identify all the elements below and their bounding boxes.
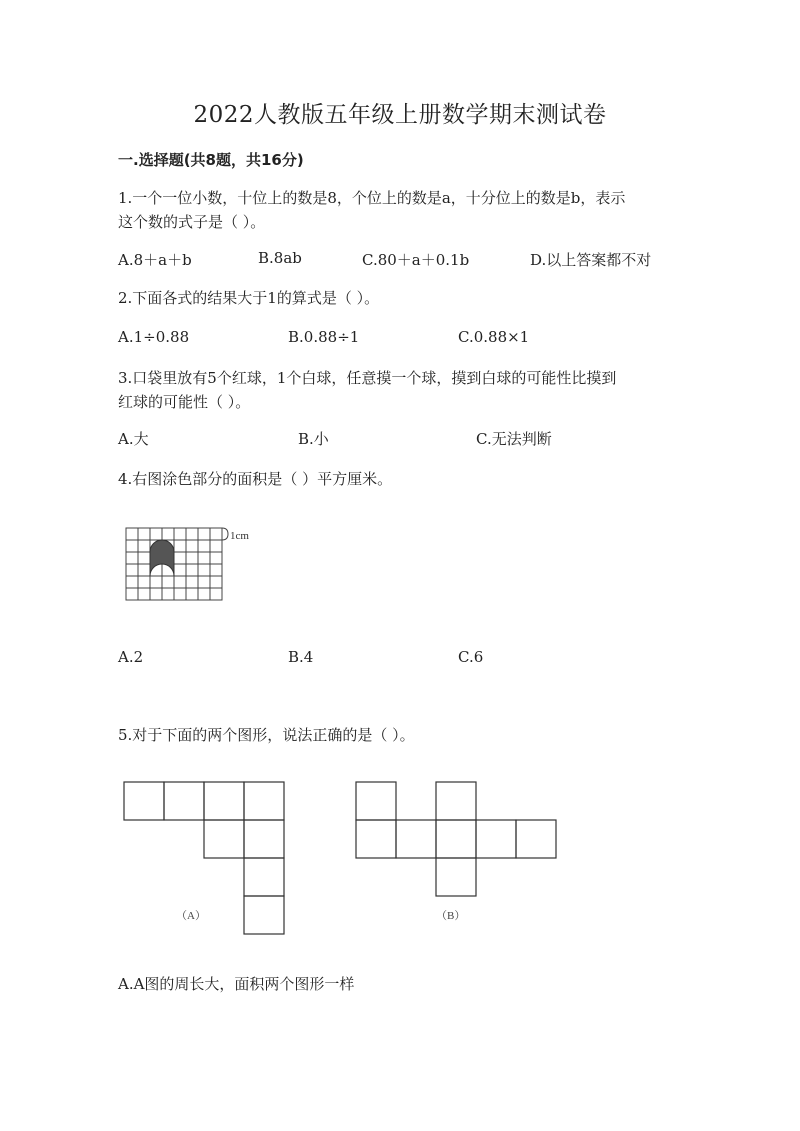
question-1-stem-line1: 1.一个一位小数，十位上的数是8，个位上的数是a，十分位上的数是b，表示	[118, 189, 626, 207]
unit-brace	[222, 528, 228, 540]
question-1-option-a: A.8＋a＋b	[118, 251, 192, 269]
shapes-figure	[118, 774, 568, 938]
question-4-option-b: B.4	[288, 648, 314, 666]
question-1-option-d: D.以上答案都不对	[530, 251, 652, 269]
question-2-option-c: C.0.88×1	[458, 328, 530, 346]
question-2-stem: 2.下面各式的结果大于1的算式是（ ）。	[118, 289, 380, 307]
question-2-option-a: A.1÷0.88	[118, 328, 190, 346]
question-1-stem-line2: 这个数的式子是（ ）。	[118, 213, 266, 231]
question-4-option-c: C.6	[458, 648, 484, 666]
question-5-stem: 5.对于下面的两个图形，说法正确的是（ ）。	[118, 726, 415, 744]
question-3-option-b: B.小	[298, 430, 329, 448]
question-3-stem-line1: 3.口袋里放有5个红球，1个白球，任意摸一个球，摸到白球的可能性比摸到	[118, 369, 617, 387]
figure-b-label: （B）	[436, 910, 466, 922]
question-3-option-a: A.大	[118, 430, 149, 448]
figure-b	[356, 782, 556, 896]
question-4-stem: 4.右图涂色部分的面积是（ ）平方厘米。	[118, 470, 393, 488]
question-2-option-b: B.0.88÷1	[288, 328, 360, 346]
section-heading: 一.选择题(共8题，共16分)	[118, 151, 304, 169]
grid-figure	[118, 522, 278, 612]
question-3-option-c: C.无法判断	[476, 430, 552, 448]
question-5-option-a: A.A图的周长大，面积两个图形一样	[118, 975, 355, 993]
question-1-option-c: C.80＋a＋0.1b	[362, 251, 470, 269]
unit-label: 1cm	[230, 530, 249, 542]
question-3-stem-line2: 红球的可能性（ ）。	[118, 393, 251, 411]
question-1-option-b: B.8ab	[258, 249, 302, 267]
figure-a-label: （A）	[176, 910, 206, 922]
page-title: 2022人教版五年级上册数学期末测试卷	[193, 102, 607, 128]
question-4-option-a: A.2	[118, 648, 144, 666]
